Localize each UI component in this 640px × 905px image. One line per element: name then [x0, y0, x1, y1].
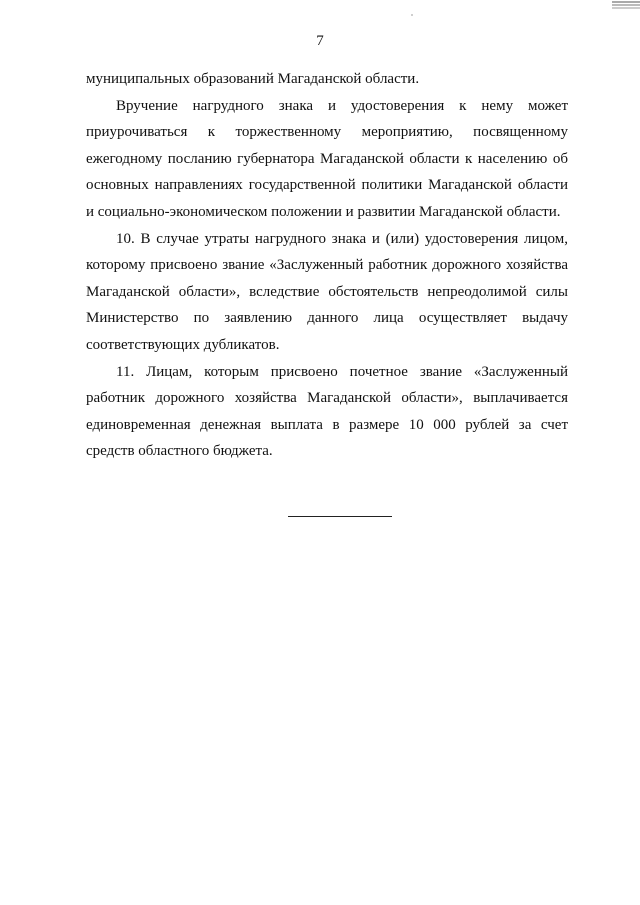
document-body — [86, 66, 568, 465]
page-number: 7 — [316, 33, 324, 49]
paragraph-award-ceremony: Вручение нагрудного знака и удостоверения к нему может приурочиваться к торжественному мероприятию, посвященному ежегодному посланию губернатора Магаданской области к населению об основных направлениях государственной политики Магаданской области и социально-экономическом положении и развитии Магаданской области. — [86, 97, 568, 220]
scan-speck — [411, 14, 413, 16]
scan-corner-mark — [612, 0, 640, 14]
paragraph-continuation: муниципальных образований Магаданской области. — [86, 71, 420, 87]
end-divider — [288, 516, 392, 517]
paragraph-item-11: 11. Лицам, которым присвоено почетное звание «Заслуженный работник дорожного хозяйства Магаданской области», выплачивается единовременная денежная выплата в размере 10 000 рублей за счет средств областного бюджета. — [86, 363, 568, 460]
paragraph-item-10: 10. В случае утраты нагрудного знака и (или) удостоверения лицом, которому присвоено звание «Заслуженный работник дорожного хозяйства Магаданской области», вследствие обстоятельств непреодолимой силы Министерство по заявлению данного лица осуществляет выдачу соответствующих дубликатов. — [86, 230, 568, 353]
